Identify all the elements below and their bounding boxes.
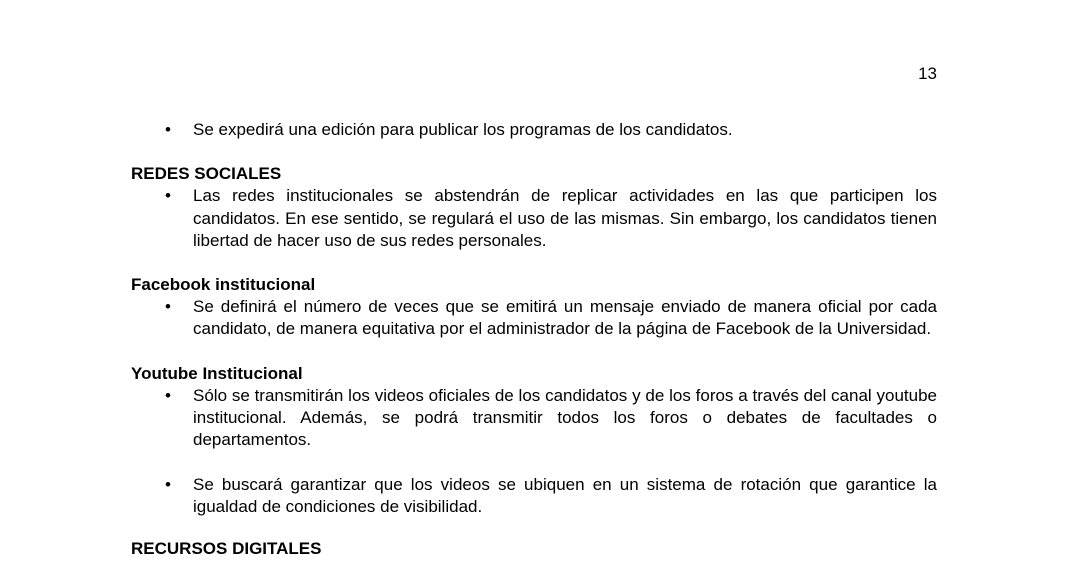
bullet-icon: • [165,120,171,139]
document-body [131,119,937,560]
list-item [131,474,937,519]
list-item-text: Se buscará garantizar que los videos se ubiquen en un sistema de rotación que garantice la igualdad de condiciones de visibilidad. [193,474,937,516]
section-heading-facebook: Facebook institucional [131,275,316,295]
section-heading-youtube: Youtube Institucional [131,363,303,383]
bullet-icon: • [165,297,171,317]
list-item [131,185,937,252]
section-heading-recursos-digitales: RECURSOS DIGITALES [131,539,322,559]
bullet-icon: • [165,474,171,494]
section-heading-redes-sociales: REDES SOCIALES [131,164,282,184]
list-item-text: Se expedirá una edición para publicar los programas de los candidatos. [193,120,733,139]
list-item [131,119,937,141]
list-item-text: Se definirá el número de veces que se emitirá un mensaje enviado de manera oficial por cada candidato, de manera equitativa por el administrador de la página de Facebook de la Universidad. [193,297,937,339]
bullet-icon: • [165,186,171,206]
list-item [131,385,937,452]
page-number: 13 [918,64,937,83]
list-item-text: Sólo se transmitirán los videos oficiales de los candidatos y de los foros a través del canal youtube institucional. Además, se podrá transmitir todos los foros o debates de facultades o departamentos. [193,385,937,450]
list-item [131,296,937,341]
bullet-icon: • [165,385,171,405]
list-item-text: Las redes institucionales se abstendrán de replicar actividades en las que participen los candidatos. En ese sentido, se regulará el uso de las mismas. Sin embargo, los candidatos tienen libertad de hacer uso de sus redes personales. [193,186,937,250]
